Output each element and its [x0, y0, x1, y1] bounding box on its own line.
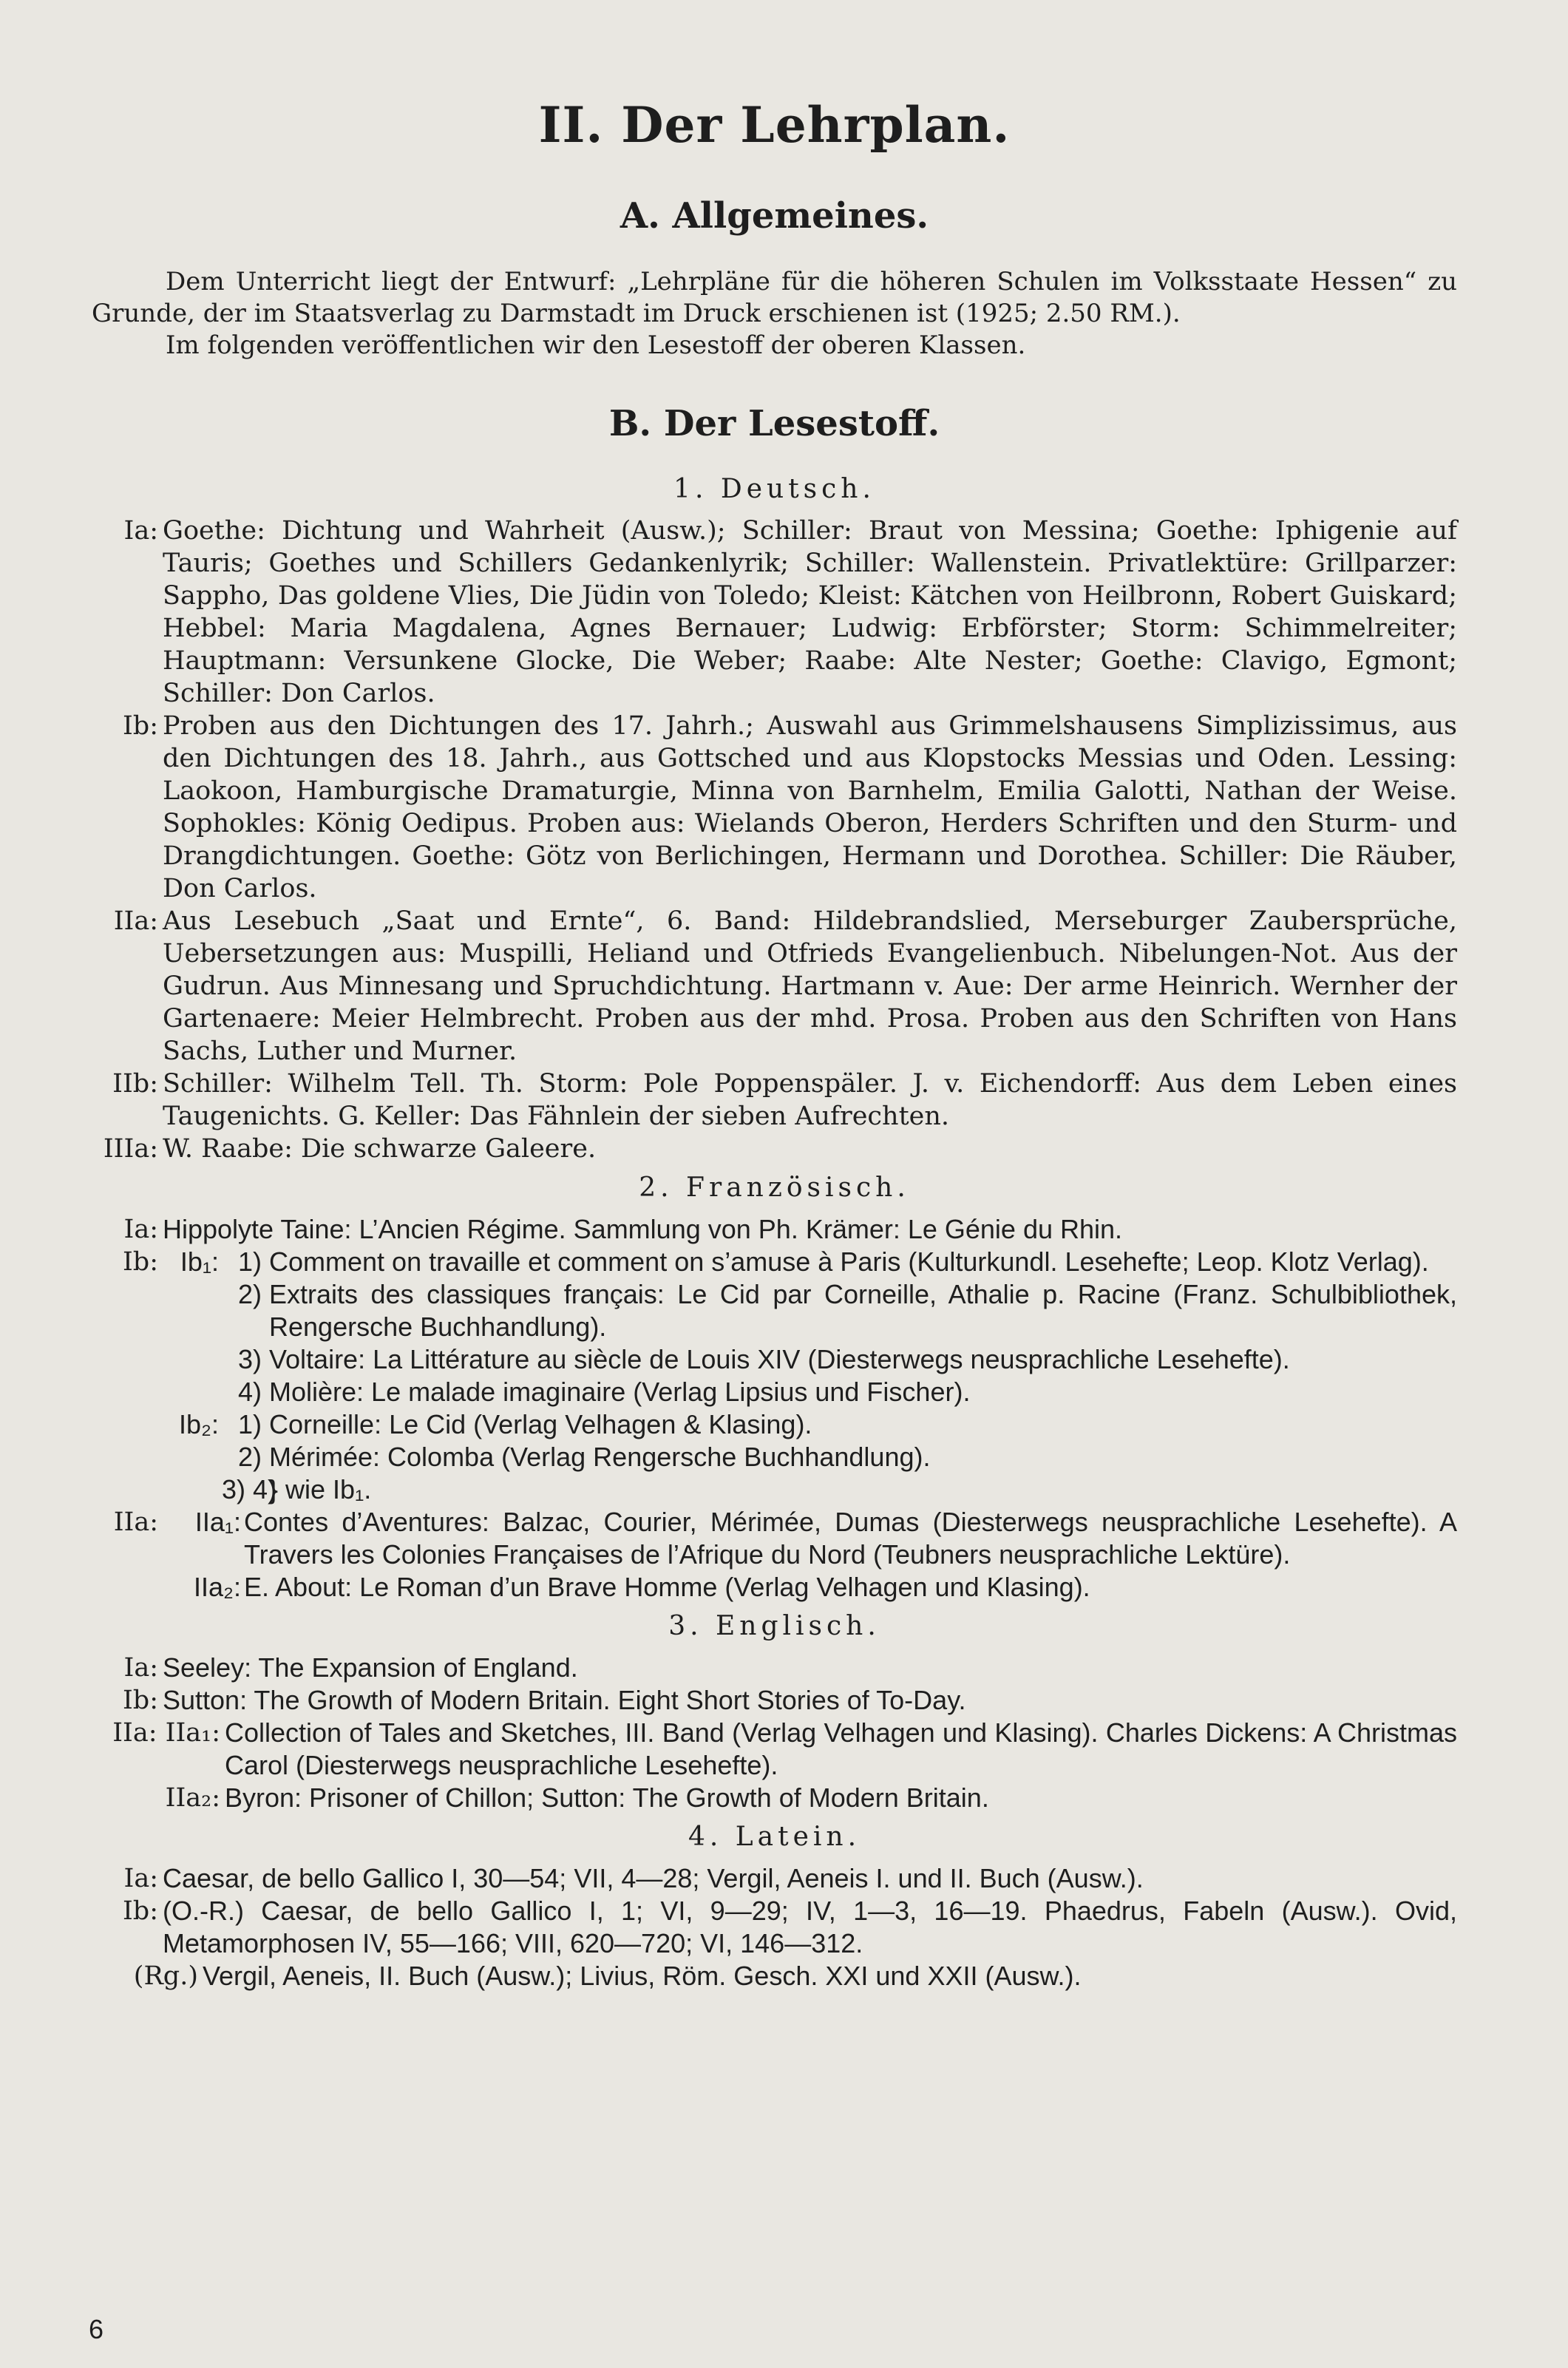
sub-item: [163, 1376, 1457, 1408]
franzoesisch-row: [92, 1506, 1457, 1604]
class-label: Ib:: [122, 711, 158, 741]
deutsch-row: [92, 1068, 1457, 1133]
reading-text: Voltaire: La Littérature au siècle de Louis XIV (Diesterwegs neusprachliche Lesehefte).: [269, 1344, 1290, 1374]
section-a-heading: A. Allgemeines.: [620, 195, 929, 237]
class-label: Ia:: [123, 1653, 158, 1683]
intro-paragraph: [92, 266, 1457, 362]
reading-text: (O.-R.) Caesar, de bello Gallico I, 1; VI, 9—29; IV, 1—3, 16—19. Phaedrus, Fabeln (Ausw.). Ovid, Metamorphosen IV, 55—166; VIII, 620—720; VI, 146—312.: [163, 1896, 1457, 1958]
class-label: IIIa:: [103, 1134, 158, 1164]
franzoesisch-list: [92, 1213, 1457, 1604]
reading-text: Contes d’Aventures: Balzac, Courier, Mérimée, Dumas (Diesterwegs neusprachliche Lesehefte). A Travers les Colonies Françaises de l’Afrique du Nord (Teubners neusprachliche Lektüre).: [244, 1507, 1457, 1570]
item-number: 1): [237, 1409, 262, 1439]
reading-text: Caesar, de bello Gallico I, 30—54; VII, 4—28; Vergil, Aeneis I. und II. Buch (Ausw.).: [163, 1863, 1144, 1893]
reading-text: Goethe: Dichtung und Wahrheit (Ausw.); Schiller: Braut von Messina; Goethe: Iphigenie auf Tauris; Goethes und Schillers Gedankenlyrik; Schiller: Wallenstein. Privatlektüre: Grillparzer: Sappho, Das goldene Vlies, Die Jüdin von Toledo; Kleist: Kätchen von Heilbronn, Robert Guiskard; Hebbel: Maria Magdalena, Agnes Bernauer; Ludwig: Erbförster; Storm: Schimmelreiter; Hauptmann: Versunkene Glocke, Die Weber; Raabe: Alte Nester; Goethe: Clavigo, Egmont; Schiller: Don Carlos.: [163, 516, 1457, 708]
class-label: Ib:: [122, 1896, 158, 1926]
latein-row: [92, 1960, 1457, 1992]
deutsch-row: [92, 515, 1457, 710]
sub-item: [163, 1408, 1457, 1441]
class-label: Ib:: [122, 1247, 158, 1277]
reading-text: Sutton: The Growth of Modern Britain. Eight Short Stories of To-Day.: [163, 1685, 966, 1715]
reading-text: Collection of Tales and Sketches, III. Band (Verlag Velhagen und Klasing). Charles Dickens: A Christmas Carol (Diesterwegs neusprachliche Lesehefte).: [225, 1717, 1457, 1780]
section-b-heading: B. Der Lesestoff.: [608, 403, 940, 444]
reading-text: } wie Ib₁.: [269, 1474, 372, 1504]
sub-item: [163, 1571, 1457, 1604]
item-number: 1): [237, 1246, 262, 1277]
englisch-heading: 3. Englisch.: [668, 1611, 880, 1641]
englisch-list: [92, 1652, 1457, 1814]
reading-text: Comment on travaille et comment on s’amuse à Paris (Kulturkundl. Lesehefte; Leop. Klotz Verlag).: [269, 1246, 1429, 1277]
franzoesisch-heading: 2. Französisch.: [639, 1173, 910, 1203]
deutsch-row: [92, 710, 1457, 905]
class-label: IIb:: [112, 1069, 158, 1099]
reading-text: Byron: Prisoner of Chillon; Sutton: The Growth of Modern Britain.: [225, 1782, 989, 1813]
reading-text: Extraits des classiques français: Le Cid par Corneille, Athalie p. Racine (Franz. Schulbibliothek, Rengersche Buchhandlung).: [269, 1279, 1457, 1342]
class-label: IIa: IIa₁:: [112, 1718, 220, 1748]
item-number: 3): [237, 1344, 262, 1374]
deutsch-list: [92, 515, 1457, 1165]
item-number: 2): [237, 1442, 262, 1472]
class-label: Ia:: [123, 516, 158, 546]
sub-item: [163, 1506, 1457, 1571]
class-label: Ia:: [123, 1864, 158, 1893]
item-number: 3) 4): [222, 1474, 277, 1504]
reading-text: E. About: Le Roman d’un Brave Homme (Verlag Velhagen und Klasing).: [244, 1572, 1090, 1602]
class-label: (Rg.): [133, 1961, 198, 1991]
deutsch-row: [92, 1133, 1457, 1165]
latein-row: [92, 1862, 1457, 1895]
sub-item: [163, 1278, 1457, 1343]
englisch-row: [92, 1652, 1457, 1684]
class-label: Ib:: [122, 1686, 158, 1715]
deutsch-row: [92, 905, 1457, 1068]
reading-text: Molière: Le malade imaginaire (Verlag Lipsius und Fischer).: [269, 1377, 971, 1407]
deutsch-heading: 1. Deutsch.: [673, 474, 875, 504]
reading-text: Vergil, Aeneis, II. Buch (Ausw.); Livius, Röm. Gesch. XXI und XXII (Ausw.).: [203, 1961, 1082, 1991]
reading-text: Corneille: Le Cid (Verlag Velhagen & Klasing).: [269, 1409, 812, 1439]
sub-group-label: IIa₂:: [193, 1572, 241, 1602]
reading-text: W. Raabe: Die schwarze Galeere.: [163, 1134, 597, 1164]
sub-item: [163, 1473, 1457, 1506]
franzoesisch-row: [92, 1246, 1457, 1506]
item-number: 4): [237, 1377, 262, 1407]
reading-text: Proben aus den Dichtungen des 17. Jahrh.; Auswahl aus Grimmelshausens Simplizissimus, aus den Dichtungen des 18. Jahrh., aus Gottsched und aus Klopstocks Messias und Oden. Lessing: Laokoon, Hamburgische Dramaturgie, Minna von Barnhelm, Emilia Galotti, Nathan der Weise. Sophokles: König Oedipus. Proben aus: Wielands Oberon, Herders Schriften und den Sturm- und Drangdichtungen. Goethe: Götz von Berlichingen, Hermann und Dorothea. Schiller: Die Räuber, Don Carlos.: [163, 711, 1457, 903]
intro-line-1: Dem Unterricht liegt der Entwurf: „Lehrpläne für die höheren Schulen im Volksstaate Hessen“: [166, 267, 1417, 296]
item-number: 2): [237, 1279, 262, 1309]
sub-group-label: Ib₂:: [179, 1409, 219, 1439]
reading-text: Hippolyte Taine: L’Ancien Régime. Sammlung von Ph. Krämer: Le Génie du Rhin.: [163, 1214, 1123, 1244]
franzoesisch-row: [92, 1213, 1457, 1246]
class-label: IIa:: [113, 1507, 158, 1537]
sub-item: [163, 1343, 1457, 1376]
class-label: IIa₂:: [165, 1783, 220, 1813]
reading-text: Seeley: The Expansion of England.: [163, 1652, 578, 1683]
englisch-row: [92, 1684, 1457, 1717]
latein-row: [92, 1895, 1457, 1960]
iia-sublist: [163, 1506, 1457, 1604]
class-label: Ia:: [123, 1215, 158, 1244]
ib-sublist: [163, 1246, 1457, 1506]
sub-group-label: Ib₁:: [180, 1246, 219, 1277]
page-number: 6: [89, 2314, 104, 2344]
intro-line-2: zu Grunde, der im Staatsverlag zu Darmstadt im Druck erschienen ist (1925; 2.50 RM.).: [92, 267, 1458, 328]
sub-item: [163, 1246, 1457, 1278]
intro-line-3: Im folgenden veröffentlichen wir den Lesestoff der oberen Klassen.: [166, 330, 1026, 360]
englisch-row: [92, 1717, 1457, 1782]
class-label: IIa:: [113, 906, 158, 936]
sub-group-label: IIa₁:: [194, 1507, 241, 1537]
page-title: II. Der Lehrplan.: [538, 96, 1011, 154]
latein-heading: 4. Latein.: [688, 1822, 861, 1852]
reading-text: Aus Lesebuch „Saat und Ernte“, 6. Band: Hildebrandslied, Merseburger Zaubersprüche, Uebersetzungen aus: Muspilli, Heliand und Otfrieds Evangelienbuch. Nibelungen-Not. Aus der Gudrun. Aus Minnesang und Spruchdichtung. Hartmann v. Aue: Der arme Heinrich. Wernher der Gartenaere: Meier Helmbrecht. Proben aus der mhd. Prosa. Proben aus den Schriften von Hans Sachs, Luther und Murner.: [163, 906, 1457, 1066]
latein-list: [92, 1862, 1457, 1992]
reading-text: Schiller: Wilhelm Tell. Th. Storm: Pole Poppenspäler. J. v. Eichendorff: Aus dem Leben eines Taugenichts. G. Keller: Das Fähnlein der sieben Aufrechten.: [163, 1069, 1457, 1131]
englisch-row: [92, 1782, 1457, 1814]
reading-text: Mérimée: Colomba (Verlag Rengersche Buchhandlung).: [269, 1442, 931, 1472]
sub-item: [163, 1441, 1457, 1473]
